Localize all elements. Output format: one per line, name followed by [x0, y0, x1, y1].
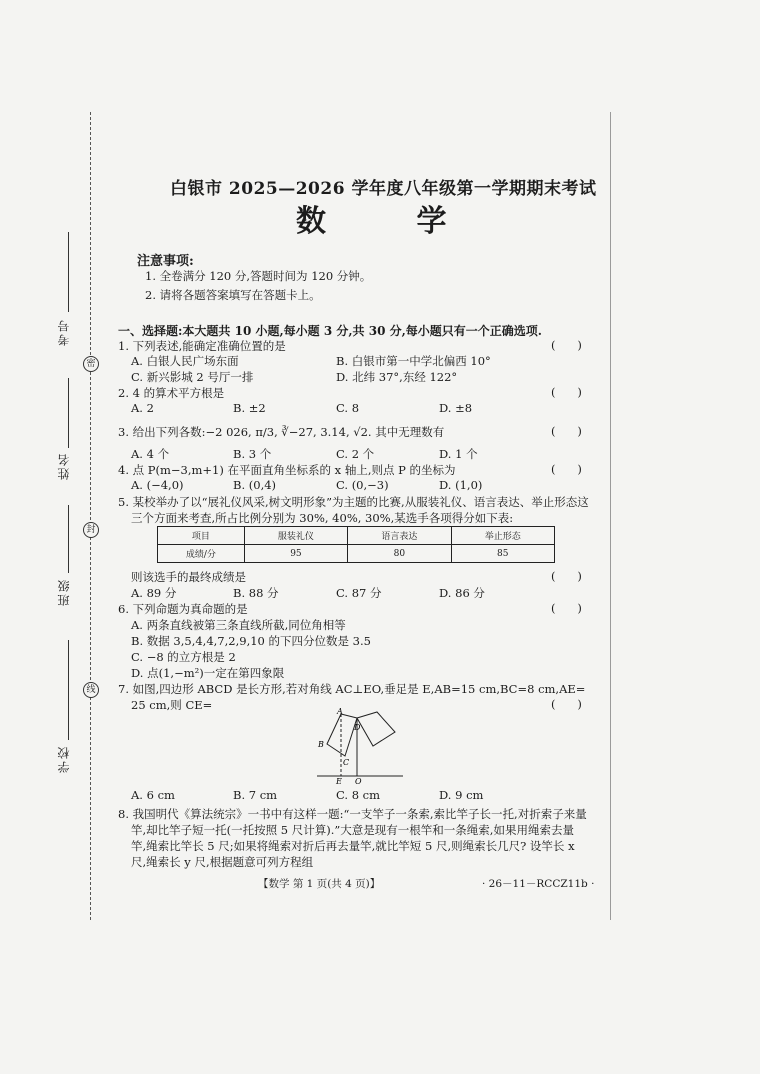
exam-title: 白银市 2025—2026 学年度八年级第一学期期末考试 — [170, 179, 597, 199]
seal-mark-3: 线 — [83, 682, 99, 698]
fig-label-d: D — [354, 723, 361, 732]
q2-option-c: C. 8 — [336, 401, 360, 415]
page-footer: 【数学 第 1 页(共 4 页)】 — [258, 878, 381, 890]
answer-paren: ( ) — [551, 601, 582, 615]
answer-paren: ( ) — [551, 385, 582, 399]
q1-option-c: C. 新兴影城 2 号厅一排 — [131, 370, 254, 384]
table-header-cell: 举止形态 — [451, 527, 554, 545]
section-heading: 一、选择题:本大题共 10 小题,每小题 3 分,共 30 分,每小题只有一个正确选项. — [118, 324, 542, 338]
question-1-stem: 1. 下列表述,能确定准确位置的是 — [118, 339, 286, 353]
answer-paren: ( ) — [551, 697, 582, 711]
q7-option-b: B. 7 cm — [233, 788, 278, 802]
rectangle-figure — [305, 706, 415, 786]
table-row — [158, 545, 555, 563]
seal-mark-1: 密 — [83, 356, 99, 372]
answer-paren: ( ) — [551, 338, 582, 352]
table-header-cell: 项目 — [158, 527, 245, 545]
question-5-line-1: 5. 某校举办了以“展礼仪风采,树文明形象”为主题的比赛,从服装礼仪、语言表达、举止形态这 — [118, 495, 589, 509]
q3-option-a: A. 4 个 — [131, 447, 170, 461]
q2-option-d: D. ±8 — [439, 401, 473, 415]
score-table — [157, 526, 555, 563]
table-cell: 成绩/分 — [158, 545, 245, 563]
school-label: 学校 — [57, 745, 71, 773]
exam-no-label: 考号 — [57, 318, 71, 346]
question-2-stem: 2. 4 的算术平方根是 — [118, 386, 225, 400]
seal-mark-2: 封 — [83, 522, 99, 538]
q2-option-a: A. 2 — [131, 401, 154, 415]
answer-paren: ( ) — [551, 569, 582, 583]
fig-label-b: B — [318, 740, 324, 749]
name-line — [68, 378, 69, 448]
exam-subject: 数 学 — [296, 204, 487, 239]
q6-option-d: D. 点(1,−m²)一定在第四象限 — [131, 666, 285, 680]
class-line — [68, 505, 69, 573]
answer-paren: ( ) — [551, 462, 582, 476]
q1-option-d: D. 北纬 37°,东经 122° — [336, 370, 458, 384]
q4-option-a: A. (−4,0) — [131, 478, 184, 492]
table-cell: 85 — [451, 545, 554, 563]
name-label: 姓名 — [57, 452, 71, 480]
exam-no-line — [68, 232, 69, 312]
question-4-stem: 4. 点 P(m−3,m+1) 在平面直角坐标系的 x 轴上,则点 P 的坐标为 — [118, 463, 456, 477]
q3-option-d: D. 1 个 — [439, 447, 478, 461]
class-label: 班级 — [57, 578, 71, 606]
q5-option-d: D. 86 分 — [439, 586, 485, 600]
question-3-stem: 3. 给出下列各数:−2 026, π/3, ∛−27, 3.14, √2. 其中无理数有 — [118, 425, 445, 439]
question-8-line-1: 8. 我国明代《算法统宗》一书中有这样一题:“一支竿子一条索,索比竿子长一托,对折索子来量 — [118, 807, 587, 821]
table-header-row — [158, 527, 555, 545]
question-5-ask: 则该选手的最终成绩是 — [131, 570, 246, 584]
binding-dashed-line — [90, 112, 91, 920]
question-8-line-3: 竿,绳索比竿长 5 尺;如果将绳索对折后再去量竿,就比竿短 5 尺,则绳索长几尺? 设竿长 x — [131, 839, 575, 853]
fold-line — [610, 112, 611, 920]
fig-label-e: E — [336, 777, 342, 786]
question-6-stem: 6. 下列命题为真命题的是 — [118, 602, 248, 616]
table-header-cell: 服装礼仪 — [244, 527, 347, 545]
q1-option-b: B. 白银市第一中学北偏西 10° — [336, 354, 491, 368]
question-5-line-2: 三个方面来考查,所占比例分别为 30%, 40%, 30%,某选手各项得分如下表: — [131, 511, 514, 525]
fig-label-o: O — [355, 777, 362, 786]
notice-item: 1. 全卷满分 120 分,答题时间为 120 分钟。 — [145, 269, 372, 283]
table-header-cell: 语言表达 — [348, 527, 451, 545]
q3-option-c: C. 2 个 — [336, 447, 375, 461]
q3-option-b: B. 3 个 — [233, 447, 272, 461]
q1-option-a: A. 白银人民广场东面 — [131, 354, 239, 368]
q4-option-b: B. (0,4) — [233, 478, 277, 492]
table-cell: 80 — [348, 545, 451, 563]
q6-option-b: B. 数据 3,5,4,4,7,2,9,10 的下四分位数是 3.5 — [131, 634, 371, 648]
q7-option-a: A. 6 cm — [131, 788, 175, 802]
q6-option-a: A. 两条直线被第三条直线所截,同位角相等 — [131, 618, 346, 632]
q5-option-b: B. 88 分 — [233, 586, 279, 600]
q4-option-d: D. (1,0) — [439, 478, 483, 492]
q5-option-c: C. 87 分 — [336, 586, 382, 600]
q6-option-c: C. −8 的立方根是 2 — [131, 650, 236, 664]
fig-label-c: C — [343, 758, 350, 767]
q7-option-d: D. 9 cm — [439, 788, 484, 802]
question-7-line-1: 7. 如图,四边形 ABCD 是长方形,若对角线 AC⊥EO,垂足是 E,AB=15 cm,BC=8 cm,AE= — [118, 682, 586, 696]
notice-title: 注意事项: — [137, 254, 194, 269]
school-line — [68, 640, 69, 740]
question-8-line-2: 竿,却比竿子短一托(一托按照 5 尺计算).”大意是现有一根竿和一条绳索,如果用绳索去量 — [131, 823, 574, 837]
question-7-line-2: 25 cm,则 CE= — [131, 698, 213, 712]
q5-option-a: A. 89 分 — [131, 586, 177, 600]
paper-code: · 26－11－RCCZ11b · — [482, 878, 595, 890]
q7-option-c: C. 8 cm — [336, 788, 381, 802]
answer-paren: ( ) — [551, 424, 582, 438]
q2-option-b: B. ±2 — [233, 401, 266, 415]
fig-label-a: A — [337, 707, 343, 716]
q4-option-c: C. (0,−3) — [336, 478, 389, 492]
table-cell: 95 — [244, 545, 347, 563]
notice-item: 2. 请将各题答案填写在答题卡上。 — [145, 288, 321, 302]
question-8-line-4: 尺,绳索长 y 尺,根据题意可列方程组 — [131, 855, 314, 869]
